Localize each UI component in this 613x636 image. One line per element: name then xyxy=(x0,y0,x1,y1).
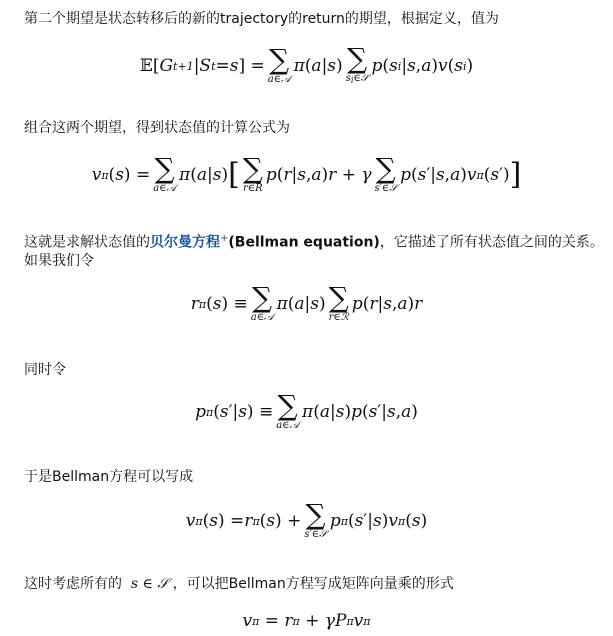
paragraph-3: 这就是求解状态值的贝尔曼方程+(Bellman equation)，它描述了所有状态值之间的关系。 xyxy=(24,233,604,251)
paragraph-1-text: 第二个期望是状态转移后的新的trajectory的return的期望，根据定义，值为 xyxy=(24,11,499,27)
paragraph-4: 如果我们令 xyxy=(24,253,94,269)
link-mark: + xyxy=(220,233,229,244)
paragraph-6: 于是Bellman方程可以写成 xyxy=(24,469,194,485)
paragraph-2 xyxy=(24,117,290,139)
bellman-equation-link[interactable]: 贝尔曼方程 xyxy=(150,234,220,251)
sum-over-rewards: ∑ r∈ℛ xyxy=(328,281,349,323)
equation-bellman-compact: v π ( s ) = r π ( s ) + ∑ s′∈𝒮 p π ( s ′| s ) v π ( s ) xyxy=(185,498,428,540)
sum-over-actions: ∑ a∈𝒜 xyxy=(267,43,291,85)
paragraph-7: 这时考虑所有的 s ∈ 𝒮 ，可以把Bellman方程写成矩阵向量乘的形式 xyxy=(24,576,454,592)
equation-bellman-matrix: v π = r π + γP π v π xyxy=(242,611,371,631)
paragraph-5: 同时令 xyxy=(24,362,66,378)
sum-over-next-states: ∑ s′∈𝒮 xyxy=(374,152,398,194)
equation-state-value: v π ( s ) = ∑ a∈𝒜 π ( a | s ) [ ∑ r∈R p ( r | s , a ) r + γ ∑ s′∈𝒮 p ( s ′| s , a ) v π ( s ′) ] xyxy=(91,152,522,194)
paragraph-1 xyxy=(24,8,499,30)
sum-over-actions: ∑ a∈𝒜 xyxy=(250,281,274,323)
sum-over-next-states: ∑ s′∈𝒮 xyxy=(304,498,327,540)
sum-over-actions: ∑ a∈𝒜 xyxy=(153,152,177,194)
sum-over-states: ∑ $s_i\in 𝒮$ xyxy=(345,42,369,85)
equation-p-pi: p π ( s ′| s ) ≡ ∑ a∈𝒜 π ( a | s ) p ( s ′| s , a ) xyxy=(195,389,418,431)
equation-expected-next-return: 𝔼 [ G t+1 | S t = s ] = ∑ a∈𝒜 π ( a | s ) ∑ $s_i\in 𝒮$ p ( s i | s , a ) v ( s i ) xyxy=(139,42,474,85)
sum-over-rewards: ∑ r∈R xyxy=(242,152,263,194)
paragraph-2-text: 组合这两个期望，得到状态值的计算公式为 xyxy=(24,120,290,136)
sum-over-actions: ∑ a∈𝒜 xyxy=(276,389,300,431)
blackboard-e: 𝔼 xyxy=(139,56,153,76)
equation-r-pi: r π ( s ) ≡ ∑ a∈𝒜 π ( a | s ) ∑ r∈ℛ p ( r | s , a ) r xyxy=(190,281,423,323)
inline-math-s-in-S: s ∈ 𝒮 xyxy=(126,576,169,592)
